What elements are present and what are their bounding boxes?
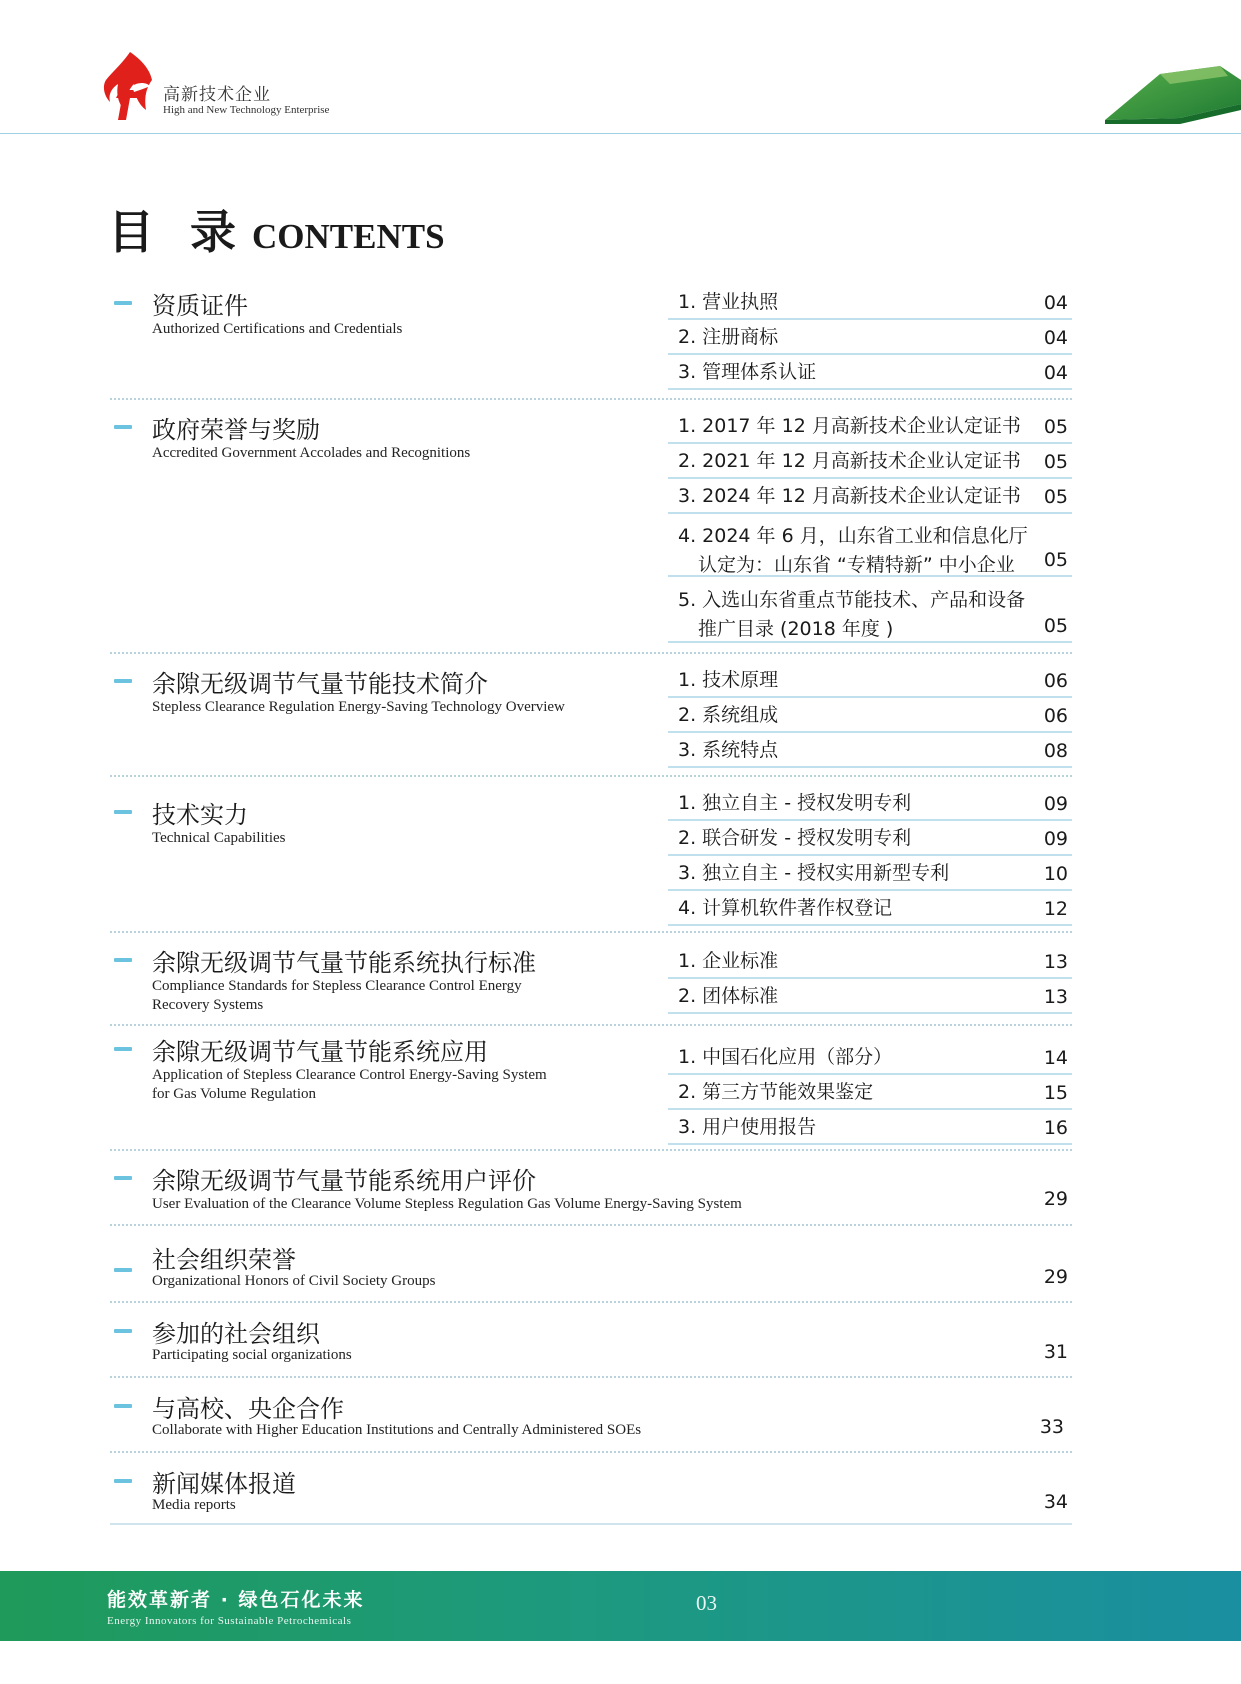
section-marker-dash [114,679,132,683]
section-marker-dash [114,425,132,429]
page-header [0,0,1241,136]
toc-item-label: 4. 计算机软件著作权登记 [678,897,893,919]
toc-section-page: 33 [1039,1416,1064,1438]
section-divider [110,1149,1072,1151]
toc-section-page: 31 [1043,1341,1068,1363]
toc-item[interactable] [668,1039,1072,1075]
toc-item-page: 04 [1043,327,1068,349]
toc-item[interactable] [668,820,1072,856]
page-title-en: CONTENTS [252,217,445,256]
toc-item-page: 04 [1043,292,1068,314]
toc-item-label: 4. 2024 年 6 月，山东省工业和信息化厅 [678,525,1028,547]
toc-item[interactable] [668,354,1072,390]
toc-item-page: 06 [1043,705,1068,727]
toc-item-label: 1. 企业标准 [678,950,779,972]
section-title-en-line2: for Gas Volume Regulation [152,1086,317,1102]
section-divider [110,931,1072,933]
section-title-cn: 余隙无级调节气量节能系统执行标准 [152,949,536,977]
toc-item[interactable] [668,319,1072,355]
footer-slogan-cn: 能效革新者 · 绿色石化未来 [107,1589,365,1611]
section-title-en: Collaborate with Higher Education Institutions and Centrally Administered SOEs [152,1422,642,1438]
high-tech-enterprise-logo-icon [100,50,160,122]
toc-item-page: 08 [1043,740,1068,762]
section-title-cn: 余隙无级调节气量节能技术简介 [152,670,488,698]
brand-name-cn: 高新技术企业 [163,85,271,105]
section-title-cn: 与高校、央企合作 [152,1395,344,1423]
section-divider [110,1523,1072,1525]
toc-item-label: 2. 系统组成 [678,704,779,726]
toc-item-page: 06 [1043,670,1068,692]
toc-item[interactable] [668,478,1072,514]
toc-item-label: 3. 独立自主 - 授权实用新型专利 [678,862,950,884]
toc-item-label: 1. 中国石化应用（部分） [678,1046,893,1068]
section-title-en-line1: Compliance Standards for Stepless Clearance Control Energy [152,978,522,994]
section-divider [110,1024,1072,1026]
toc-item-label: 1. 独立自主 - 授权发明专利 [678,792,912,814]
toc-item-label: 3. 系统特点 [678,739,779,761]
toc-item-page: 15 [1043,1082,1068,1104]
footer-slogan-en: Energy Innovators for Sustainable Petrochemicals [107,1615,352,1627]
green-book-illustration-icon [1100,62,1241,124]
section-title-cn: 参加的社会组织 [152,1320,320,1348]
toc-item-label: 1. 营业执照 [678,291,779,313]
toc-item-page: 10 [1043,863,1068,885]
section-marker-dash [114,1176,132,1180]
section-marker-dash [114,1329,132,1333]
section-marker-dash [114,301,132,305]
section-title-cn: 政府荣誉与奖励 [152,416,320,444]
toc-section-page: 34 [1043,1491,1068,1513]
toc-item[interactable] [668,855,1072,891]
section-marker-dash [114,1479,132,1483]
page-title-cn: 目 录 [108,205,247,259]
section-title-cn: 技术实力 [152,801,248,829]
toc-section-page: 29 [1043,1266,1068,1288]
section-marker-dash [114,1268,132,1272]
toc-item-label-line2: 推广目录 (2018 年度 ) [698,618,894,640]
toc-item[interactable] [668,577,1072,643]
section-title-en: Stepless Clearance Regulation Energy-Saving Technology Overview [152,699,565,715]
section-marker-dash [114,1404,132,1408]
toc-item[interactable] [668,890,1072,926]
section-divider [110,1224,1072,1226]
section-title-cn: 余隙无级调节气量节能系统应用 [152,1038,488,1066]
section-marker-dash [114,810,132,814]
toc-item-page: 05 [1043,615,1068,637]
section-marker-dash [114,1047,132,1051]
toc-item[interactable] [668,785,1072,821]
section-title-cn: 社会组织荣誉 [152,1246,296,1274]
section-divider [110,1301,1072,1303]
header-divider [0,133,1241,134]
section-divider [110,1451,1072,1453]
toc-item-page: 13 [1043,951,1068,973]
page-footer [0,1571,1241,1641]
section-title-en-line1: Application of Stepless Clearance Control Energy-Saving System [152,1067,547,1083]
toc-item-label-line2: 认定为：山东省 “专精特新” 中小企业 [698,554,1015,576]
toc-item-label: 3. 2024 年 12 月高新技术企业认定证书 [678,485,1021,507]
toc-item-page: 09 [1043,828,1068,850]
toc-item-label: 3. 用户使用报告 [678,1116,817,1138]
toc-item[interactable] [668,978,1072,1014]
toc-item-page: 05 [1043,451,1068,473]
section-divider [110,775,1072,777]
toc-item-page: 05 [1043,486,1068,508]
toc-item-label: 2. 团体标准 [678,985,779,1007]
toc-item-page: 12 [1043,898,1068,920]
toc-item[interactable] [668,284,1072,320]
section-title-en: Authorized Certifications and Credentials [152,321,403,337]
toc-item-page: 04 [1043,362,1068,384]
brand-name-en: High and New Technology Enterprise [163,104,330,116]
page-number: 03 [696,1591,717,1615]
toc-item-label: 2. 第三方节能效果鉴定 [678,1081,874,1103]
toc-item-page: 13 [1043,986,1068,1008]
toc-item-label: 2. 2021 年 12 月高新技术企业认定证书 [678,450,1021,472]
toc-item[interactable] [668,408,1072,444]
section-divider [110,398,1072,400]
toc-item[interactable] [668,662,1072,698]
toc-item-page: 09 [1043,793,1068,815]
toc-item[interactable] [668,443,1072,479]
toc-item-page: 05 [1043,549,1068,571]
section-divider [110,1376,1072,1378]
toc-item[interactable] [668,1074,1072,1110]
toc-item[interactable] [668,943,1072,979]
section-title-en-line2: Recovery Systems [152,997,264,1013]
toc-item-label: 2. 联合研发 - 授权发明专利 [678,827,912,849]
toc-item-page: 05 [1043,416,1068,438]
section-title-en: Media reports [152,1497,236,1513]
toc-item[interactable] [668,513,1072,577]
toc-item[interactable] [668,1109,1072,1145]
toc-item-label: 2. 注册商标 [678,326,779,348]
toc-section-page: 29 [1043,1188,1068,1210]
section-divider [110,652,1072,654]
toc-item-page: 14 [1043,1047,1068,1069]
section-title-cn: 资质证件 [152,292,248,320]
toc-item[interactable] [668,697,1072,733]
toc-item-label: 1. 技术原理 [678,669,779,691]
section-title-cn: 新闻媒体报道 [152,1470,296,1498]
page-title [108,196,445,259]
toc-item-label: 3. 管理体系认证 [678,361,817,383]
section-title-en: User Evaluation of the Clearance Volume Stepless Regulation Gas Volume Energy-Saving System [152,1196,742,1212]
section-title-en: Technical Capabilities [152,830,286,846]
section-title-en: Accredited Government Accolades and Recognitions [152,445,471,461]
section-title-en: Participating social organizations [152,1347,352,1363]
section-title-cn: 余隙无级调节气量节能系统用户评价 [152,1167,536,1195]
section-marker-dash [114,958,132,962]
section-title-en: Organizational Honors of Civil Society Groups [152,1273,436,1289]
toc-item-label: 5. 入选山东省重点节能技术、产品和设备 [678,589,1026,611]
toc-item-page: 16 [1043,1117,1068,1139]
toc-item-label: 1. 2017 年 12 月高新技术企业认定证书 [678,415,1021,437]
toc-item[interactable] [668,732,1072,768]
